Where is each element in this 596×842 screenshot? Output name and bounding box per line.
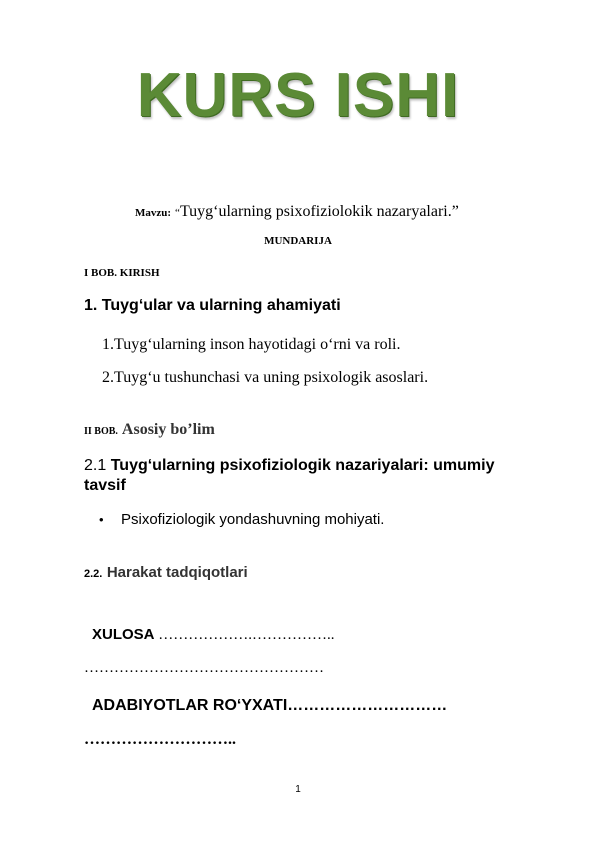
section1-heading: 1. Tuyg‘ular va ularning ahamiyati <box>84 297 341 314</box>
section21-number: 2.1 <box>84 457 107 474</box>
bullet-item <box>99 511 384 528</box>
topic-label: Mavzu: <box>135 207 172 219</box>
topic-open-quote: “ <box>175 207 180 219</box>
document-title: KURS ISHI <box>136 61 460 130</box>
references-label: ADABIYOTLAR RO‘YXATI………………………… <box>92 697 448 714</box>
bullet-text: Psixofiziologik yondashuvning mohiyati. <box>121 511 385 528</box>
chapter2-heading <box>84 421 215 439</box>
section21-heading <box>84 456 524 496</box>
references-dots-line2: ……………………….. <box>84 731 236 748</box>
conclusion-dots: ……………….…………….. <box>154 627 335 643</box>
section21-title: Tuyg‘ularning psixofiziologik nazariyalari: umumiy tavsif <box>84 457 495 494</box>
section1-item: 2.Tuyg‘u tushunchasi va uning psixologik asoslari. <box>102 369 429 386</box>
conclusion-line <box>92 626 335 644</box>
topic-text: Tuyg‘ularning psixofiziolokik nazaryalari.” <box>179 203 459 220</box>
chapter2-title: Asosiy bo’lim <box>121 421 215 438</box>
section22-heading <box>84 564 248 582</box>
chapter2-prefix: II BOB. <box>84 426 118 437</box>
section22-number: 2.2. <box>84 568 103 580</box>
chapter1-label: I BOB. KIRISH <box>84 267 160 279</box>
conclusion-dots-line2: ………………………………………… <box>84 660 324 676</box>
section1-item: 1.Tuyg‘ularning inson hayotidagi o‘rni va roli. <box>102 336 401 353</box>
contents-heading: MUNDARIJA <box>264 235 332 247</box>
section22-title: Harakat tadqiqotlari <box>106 564 248 581</box>
bullet-icon: • <box>99 512 104 527</box>
topic-line <box>135 203 459 221</box>
conclusion-label: XULOSA <box>92 626 155 643</box>
page-number: 1 <box>295 784 301 795</box>
